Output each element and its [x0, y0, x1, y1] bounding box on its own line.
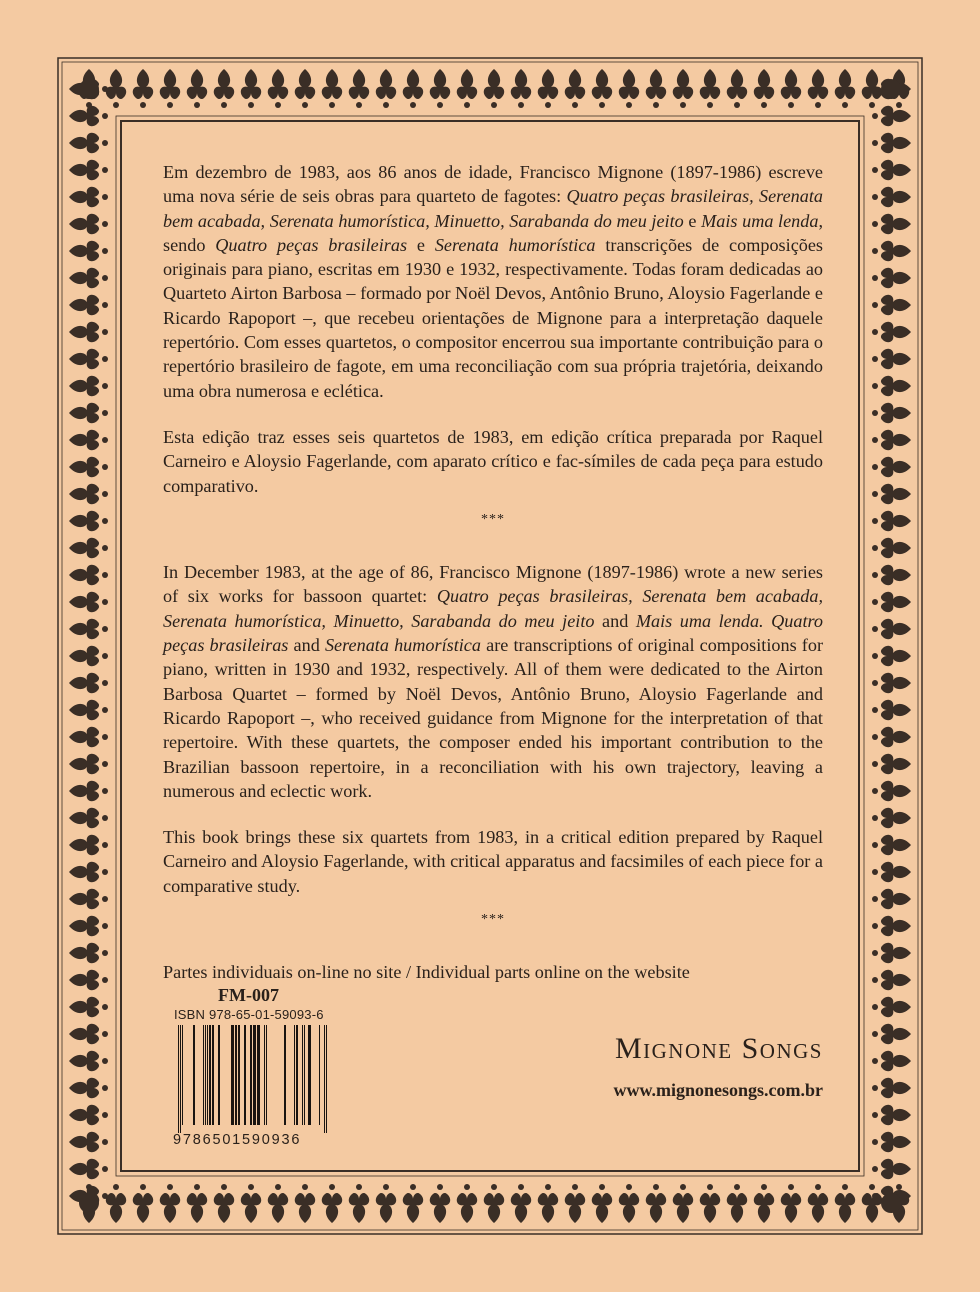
border-motif [862, 1184, 882, 1223]
border-motif [754, 1184, 774, 1223]
border-motif [69, 403, 108, 423]
corner-rosette [79, 1193, 99, 1213]
border-motif [69, 187, 108, 207]
border-motif [646, 69, 666, 108]
border-motif [69, 430, 108, 450]
barcode-digits: 9786501590936 [173, 1132, 302, 1148]
border-motif [69, 646, 108, 666]
border-motif [69, 133, 108, 153]
border-motif [69, 1024, 108, 1044]
border-motif [69, 781, 108, 801]
border-motif [872, 619, 911, 639]
description-text [163, 160, 823, 985]
border-motif [700, 1184, 720, 1223]
border-motif [187, 1184, 207, 1223]
barcode-bar [207, 1025, 208, 1125]
barcode-bar [319, 1025, 320, 1125]
portuguese-edition-paragraph: Esta edição traz esses seis quartetos de 1983, em edição crítica preparada por Raquel Carneiro e Aloysio Fagerlande, com aparato crítico e fac-símiles de cada peça para estudo comparativo. [163, 426, 823, 496]
border-motif [538, 69, 558, 108]
portuguese-paragraph: Em dezembro de 1983, aos 86 anos de idade, Francisco Mignone (1897-1986) escreve uma nova série de seis obras para quarteto de fagotes: Quatro peças brasileiras, Serenata bem acabada, Serenata humorística, Minuetto, Sarabanda do meu jeito e Mais uma lenda, sendo Quatro peças brasileiras e Serenata humorística transcrições de composições originais para piano, escritas em 1930 e 1932, respectivamente. Todas foram dedicadas ao Quarteto Airton Barbosa – formado por Noël Devos, Antônio Bruno, Aloysio Fagerlande e Ricardo Rapoport –, que recebeu orientações de Mignone para a interpretação daquele repertório. Com esses quartetos, o compositor encerrou sua importante contribuição para o repertório brasileiro de fagote, em uma reconciliação com sua própria trajetória, deixando uma obra numerosa e eclética. [163, 162, 824, 401]
website-link[interactable]: www.mignonesongs.com.br [613, 1080, 823, 1100]
corner-rosette [881, 1193, 901, 1213]
border-motif [872, 835, 911, 855]
border-motif [538, 1184, 558, 1223]
border-motif [835, 1184, 855, 1223]
border-motif [872, 106, 911, 126]
corner-rosette [881, 79, 901, 99]
border-motif [872, 322, 911, 342]
border-motif [872, 592, 911, 612]
border-motif [322, 69, 342, 108]
border-motif [619, 1184, 639, 1223]
border-motif [872, 430, 911, 450]
border-motif [69, 970, 108, 990]
border-motif [403, 69, 423, 108]
border-motif [214, 69, 234, 108]
border-motif [69, 889, 108, 909]
border-motif [727, 1184, 747, 1223]
border-motif [673, 1184, 693, 1223]
barcode-bar [250, 1025, 252, 1125]
border-motif [133, 69, 153, 108]
border-motif [376, 1184, 396, 1223]
border-motif [241, 1184, 261, 1223]
border-motif [872, 484, 911, 504]
border-motif [872, 727, 911, 747]
border-motif [268, 1184, 288, 1223]
border-motif [69, 835, 108, 855]
border-motif [69, 808, 108, 828]
border-motif [160, 69, 180, 108]
border-motif [69, 322, 108, 342]
border-motif [872, 970, 911, 990]
border-motif [872, 457, 911, 477]
barcode-bar [294, 1025, 295, 1125]
english-paragraph: In December 1983, at the age of 86, Francisco Mignone (1897-1986) wrote a new series of six works for bassoon quartet: Quatro peças brasileiras, Serenata bem acabada, Serenata humorística, Minuetto, Sarabanda do meu jeito and Mais uma lenda. Quatro peças brasileiras and Serenata humorística are transcriptions of original compositions for piano, written in 1930 and 1932, respectively. All of them were dedicated to the Airton Barbosa Quartet – formed by Noël Devos, Antônio Bruno, Aloysio Fagerlande and Ricardo Rapoport –, who received guidance from Mignone for the interpretation of that repertoire. With these quartets, the composer ended his important contribution to the Brazilian bassoon repertoire, in a reconciliation with his own trajectory, leaving a numerous and eclectic work. [163, 562, 823, 801]
border-motif [268, 69, 288, 108]
barcode-bar [203, 1025, 204, 1125]
border-motif [872, 295, 911, 315]
border-motif [872, 1132, 911, 1152]
border-motif [872, 133, 911, 153]
border-motif [872, 889, 911, 909]
barcode-bar [235, 1025, 237, 1125]
border-motif [69, 1132, 108, 1152]
border-motif [781, 69, 801, 108]
border-motif [69, 916, 108, 936]
border-motif [872, 673, 911, 693]
border-motif [872, 403, 911, 423]
border-motif [592, 1184, 612, 1223]
border-motif [457, 69, 477, 108]
border-motif [69, 1105, 108, 1125]
border-motif [872, 1159, 911, 1179]
border-motif [484, 69, 504, 108]
border-motif [872, 511, 911, 531]
border-motif [69, 511, 108, 531]
barcode [172, 1025, 334, 1135]
barcode-bar [193, 1025, 195, 1125]
border-motif [872, 943, 911, 963]
parts-note: Partes individuais on-line no site / Individual parts online on the website [163, 962, 690, 983]
border-motif [160, 1184, 180, 1223]
border-motif [69, 1078, 108, 1098]
border-motif [565, 69, 585, 108]
border-motif [69, 349, 108, 369]
border-motif [872, 241, 911, 261]
border-motif [214, 1184, 234, 1223]
barcode-bar [182, 1025, 183, 1125]
border-motif [69, 484, 108, 504]
border-motif [700, 69, 720, 108]
barcode-bar [304, 1025, 305, 1125]
border-motif [106, 1184, 126, 1223]
border-motif [781, 1184, 801, 1223]
border-motif [69, 106, 108, 126]
border-motif [430, 1184, 450, 1223]
border-motif [69, 295, 108, 315]
barcode-bar [231, 1025, 234, 1125]
barcode-bar [302, 1025, 303, 1125]
border-motif [619, 69, 639, 108]
border-motif [511, 69, 531, 108]
border-motif [872, 1105, 911, 1125]
isbn-label: ISBN 978-65-01-59093-6 [174, 1007, 324, 1022]
border-motif [808, 1184, 828, 1223]
border-motif [106, 69, 126, 108]
border-motif [69, 673, 108, 693]
border-motif [69, 619, 108, 639]
border-motif [69, 943, 108, 963]
border-motif [241, 69, 261, 108]
border-motif [872, 916, 911, 936]
border-motif [862, 69, 882, 108]
barcode-bar [180, 1025, 181, 1133]
barcode-bar [212, 1025, 214, 1125]
barcode-bar [238, 1025, 240, 1125]
border-motif [872, 1078, 911, 1098]
border-motif [349, 1184, 369, 1223]
border-motif [872, 781, 911, 801]
border-motif [565, 1184, 585, 1223]
border-motif [69, 862, 108, 882]
border-motif [673, 69, 693, 108]
border-motif [754, 69, 774, 108]
border-motif [69, 754, 108, 774]
border-motif [592, 69, 612, 108]
barcode-bar [257, 1025, 260, 1125]
border-motif [835, 69, 855, 108]
publisher-logo: Mignone Songs [614, 1032, 823, 1065]
border-motif [457, 1184, 477, 1223]
barcode-bar [324, 1025, 325, 1133]
barcode-bar [284, 1025, 286, 1125]
border-motif [430, 69, 450, 108]
border-motif [484, 1184, 504, 1223]
border-motif [872, 997, 911, 1017]
border-motif [69, 592, 108, 612]
barcode-bar [266, 1025, 267, 1125]
barcode-bar [308, 1025, 311, 1125]
border-motif [187, 69, 207, 108]
border-motif [69, 241, 108, 261]
border-motif [69, 538, 108, 558]
barcode-bar [253, 1025, 256, 1125]
border-motif [295, 69, 315, 108]
english-edition-paragraph: This book brings these six quartets from 1983, in a critical edition prepared by Raquel Carneiro and Aloysio Fagerlande, with critical apparatus and facsimiles of each piece for a comparative study. [163, 827, 823, 896]
border-motif [872, 268, 911, 288]
border-motif [295, 1184, 315, 1223]
border-motif [872, 754, 911, 774]
border-motif [872, 1024, 911, 1044]
border-motif [69, 565, 108, 585]
border-motif [872, 565, 911, 585]
border-motif [872, 349, 911, 369]
catalog-code: FM-007 [218, 985, 279, 1005]
border-motif [808, 69, 828, 108]
border-motif [69, 1159, 108, 1179]
border-motif [69, 727, 108, 747]
border-motif [646, 1184, 666, 1223]
barcode-bar [296, 1025, 298, 1125]
border-motif [376, 69, 396, 108]
border-motif [322, 1184, 342, 1223]
separator: *** [481, 511, 505, 527]
barcode-bar [178, 1025, 179, 1133]
border-motif [69, 700, 108, 720]
border-motif [511, 1184, 531, 1223]
border-motif [872, 1051, 911, 1071]
border-motif [69, 160, 108, 180]
border-motif [872, 538, 911, 558]
border-motif [872, 808, 911, 828]
border-motif [727, 69, 747, 108]
border-motif [872, 187, 911, 207]
border-motif [69, 214, 108, 234]
corner-rosette [79, 79, 99, 99]
border-motif [872, 376, 911, 396]
border-motif [69, 376, 108, 396]
border-motif [872, 214, 911, 234]
border-motif [872, 700, 911, 720]
border-motif [69, 268, 108, 288]
border-motif [69, 997, 108, 1017]
barcode-bar [218, 1025, 220, 1125]
barcode-bar [326, 1025, 327, 1133]
barcode-bar [209, 1025, 211, 1125]
barcode-bar [205, 1025, 206, 1125]
separator-2: *** [481, 912, 505, 928]
border-motif [403, 1184, 423, 1223]
border-motif [69, 457, 108, 477]
border-motif [872, 646, 911, 666]
border-motif [133, 1184, 153, 1223]
border-motif [349, 69, 369, 108]
border-motif [872, 862, 911, 882]
border-motif [69, 1051, 108, 1071]
barcode-bar [264, 1025, 265, 1125]
border-motif [872, 160, 911, 180]
barcode-bar [244, 1025, 246, 1125]
